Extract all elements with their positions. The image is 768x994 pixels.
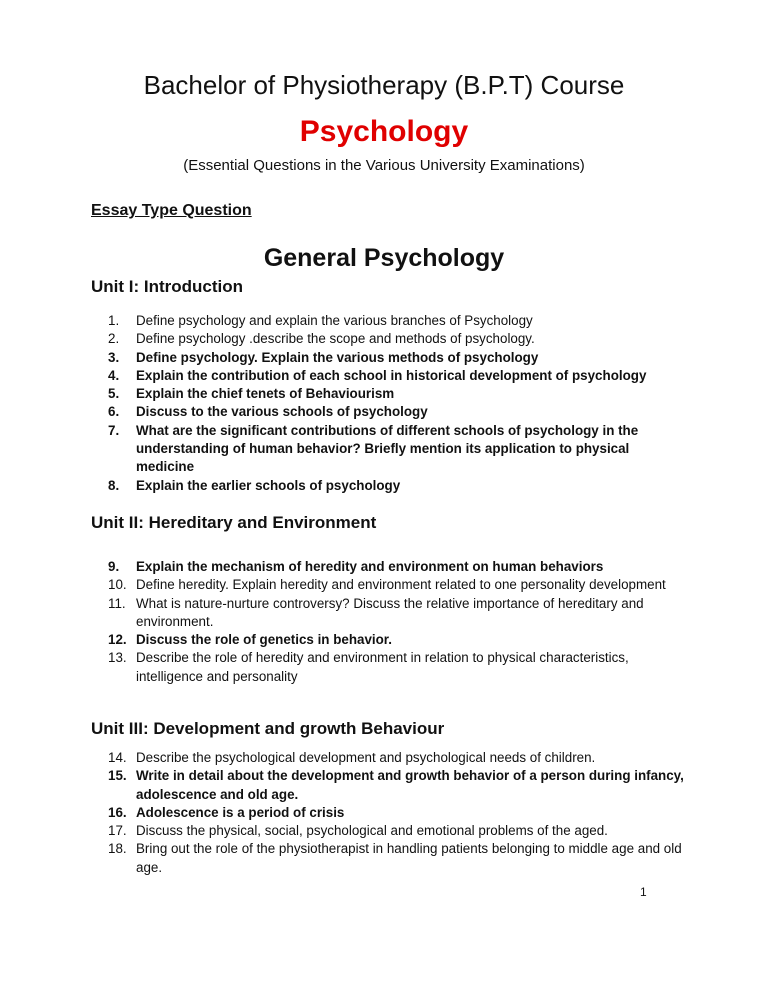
question-text: Explain the contribution of each school in historical development of psychology — [136, 367, 647, 383]
question-item — [108, 595, 688, 632]
question-item — [108, 477, 688, 495]
question-item — [108, 631, 688, 649]
question-number: 1. — [108, 313, 120, 328]
question-text: Discuss the physical, social, psychological and emotional problems of the aged. — [136, 823, 608, 839]
question-item — [108, 330, 688, 348]
question-text: Explain the earlier schools of psychology — [136, 477, 401, 493]
question-text: Bring out the role of the physiotherapist in handling patients belonging to middle age and old age. — [136, 841, 682, 875]
question-number: 8. — [108, 477, 120, 493]
question-number: 9. — [108, 559, 120, 574]
question-text: What is nature-nurture controversy? Discuss the relative importance of hereditary and environment. — [136, 595, 644, 629]
question-item — [108, 649, 688, 686]
document-subtitle: (Essential Questions in the Various University Examinations) — [183, 157, 585, 174]
question-number: 17. — [108, 823, 127, 839]
question-number: 5. — [108, 386, 120, 402]
question-number: 7. — [108, 422, 120, 438]
question-item — [108, 804, 688, 822]
question-number: 16. — [108, 804, 127, 820]
document-title: Bachelor of Physiotherapy (B.P.T) Course — [143, 70, 625, 100]
question-item — [108, 558, 688, 576]
question-text: Explain the mechanism of heredity and environment on human behaviors — [136, 559, 604, 574]
subject-title: Psychology — [299, 115, 469, 148]
question-text: Describe the psychological development and psychological needs of children. — [136, 750, 596, 765]
question-text: Discuss to the various schools of psychology — [136, 404, 428, 420]
unit-heading-1: Unit I: Introduction — [91, 277, 244, 296]
question-text: Define psychology and explain the various branches of Psychology — [136, 313, 533, 328]
question-number: 3. — [108, 349, 120, 365]
unit-2-question-list — [108, 558, 688, 686]
question-item — [108, 422, 688, 477]
question-text: Write in detail about the development and growth behavior of a person during infancy, adolescence and old age. — [136, 768, 684, 802]
question-number: 10. — [108, 577, 127, 593]
question-item — [108, 367, 688, 385]
unit-3-question-list — [108, 749, 688, 877]
question-item — [108, 349, 688, 367]
question-number: 6. — [108, 404, 120, 420]
question-number: 15. — [108, 768, 127, 784]
question-text: Discuss the role of genetics in behavior. — [136, 632, 392, 648]
question-number: 11. — [108, 595, 126, 611]
question-text: Explain the chief tenets of Behaviourism — [136, 386, 395, 402]
question-item — [108, 403, 688, 421]
question-item — [108, 576, 688, 594]
question-item — [108, 822, 688, 840]
unit-heading-3: Unit III: Development and growth Behaviour — [91, 719, 445, 738]
essay-type-heading: Essay Type Question — [91, 202, 252, 219]
question-item — [108, 749, 688, 767]
section-title: General Psychology — [263, 244, 505, 272]
question-text: Describe the role of heredity and environment in relation to physical characteristics, intelligence and personality — [136, 650, 629, 684]
question-text: Adolescence is a period of crisis — [136, 804, 345, 820]
question-number: 14. — [108, 750, 127, 765]
question-text: Define psychology .describe the scope and methods of psychology. — [136, 331, 535, 347]
unit-1-question-list — [108, 312, 688, 495]
question-number: 2. — [108, 331, 120, 347]
question-item — [108, 767, 688, 804]
question-number: 4. — [108, 367, 120, 383]
question-item — [108, 840, 688, 877]
question-item — [108, 385, 688, 403]
question-text: Define psychology. Explain the various methods of psychology — [136, 349, 539, 365]
question-number: 18. — [108, 841, 127, 857]
page-number: 1 — [640, 885, 647, 899]
unit-heading-2: Unit II: Hereditary and Environment — [91, 513, 377, 532]
question-number: 13. — [108, 650, 127, 666]
question-number: 12. — [108, 632, 127, 648]
question-item — [108, 312, 688, 330]
question-text: What are the significant contributions of different schools of psychology in the understanding of human behavior? Briefly mention its application to physical medicine — [136, 422, 639, 475]
question-text: Define heredity. Explain heredity and environment related to one personality development — [136, 577, 666, 593]
